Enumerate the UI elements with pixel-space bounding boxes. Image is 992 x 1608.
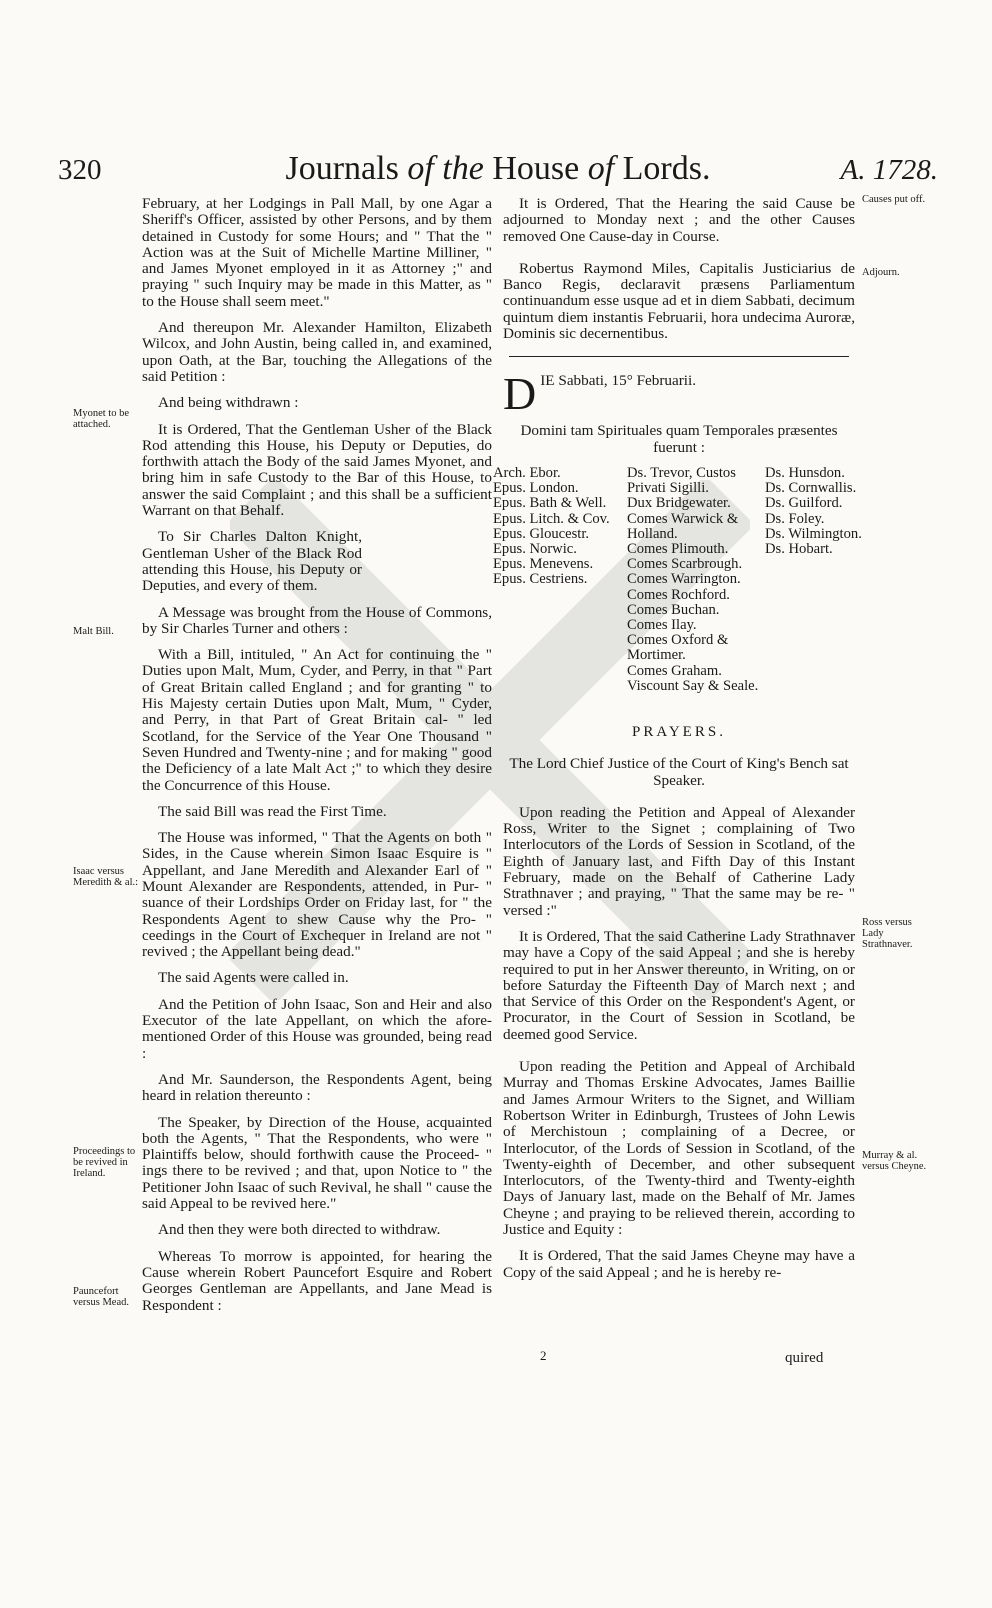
margin-note-myonet: Myonet to be attached. (73, 408, 129, 430)
peers-column-earls (627, 466, 758, 694)
prayers-heading: PRAYERS. (632, 723, 726, 740)
paragraph: Upon reading the Petition and Appeal of Archibald Murray and Thomas Erskine Advocates, James Baillie and James Armour Writers to the Signet, and William Robertson Writer in Edinburgh, Trustees of John Lewis of Merchistoun ; complaining of a Decree, or Interlocutor, of the Lords of Session in Scotland, of the Twenty-eighth of December, and other subsequent Interlocutors, of the Twenty-third and Twenty-eighth Days of January last, made on the Behalf of Mr. James Cheyne ; and praying to be relieved therein, according to Justice and Equity : (503, 1058, 855, 1238)
margin-note-ross: Ross versus Lady Strathnaver. (862, 917, 913, 950)
peer-entry: Ds. Foley. (765, 510, 825, 527)
peer-entry: Privati Sigilli. (627, 480, 709, 497)
paragraph: Whereas To morrow is appointed, for hearing the Cause wherein Robert Pauncefort Esquire and Robert Georges Gentleman are Appellants, and Jane Mead is Respondent : (142, 1247, 492, 1314)
paragraph: And thereupon Mr. Alexander Hamilton, Elizabeth Wilcox, and John Austin, being called in, and examined, upon Oath, at the Bar, touching the Allegations of the said Petition : (142, 319, 492, 385)
margin-note-pauncefort: Pauncefort versus Mead. (73, 1286, 129, 1308)
running-title: Journals of the House of Lords. (285, 150, 711, 187)
peer-entry: Epus. Litch. & Cov. (493, 510, 610, 527)
peer-entry: Ds. Hunsdon. (765, 464, 845, 481)
peers-column-barons (765, 466, 862, 557)
peer-entry: Ds. Wilmington. (765, 525, 862, 542)
peer-entry: Comes Plimouth. (627, 540, 729, 557)
paragraph: It is Ordered, That the said Catherine Lady Strathnaver may have a Copy of the said Appeal ; and she is hereby required to put in her Answer thereunto, in Writing, on or before Saturday the Fifteenth Day of March next ; and that Service of this Order on the Respondent's Agent, or Procurator, in the Court of Session in Scotland, be deemed good Service. (503, 927, 855, 1043)
paragraph: With a Bill, intituled, " An Act for continuing the " Duties upon Malt, Mum, Cyder, and Perry, in that " Part of Great Britain called England ; and for granting " to His Majesty certain Duties upon Malt, Mum, " Cyder, and Perry, in that Part of Great Britain cal- " led Scotland, for the Service of the Year One Thousand " Seven Hundred and Twenty-nine ; and for making " good the Deficiency of a late Malt Act ;" to which they desire the Concurrence of this House. (142, 646, 492, 794)
peer-entry: Comes Scarbrough. (627, 556, 743, 573)
attendance-heading: Domini tam Spirituales quam Temporales præsentes fuerunt : (520, 422, 838, 456)
peer-entry: Mortimer. (627, 647, 686, 664)
peer-entry: Ds. Hobart. (765, 540, 833, 557)
paragraph: Robertus Raymond Miles, Capitalis Justiciarius de Banco Regis, declaravit præsens Parliamentum continuandum esse usque ad et in diem Sabbati, decimum quintum diem instantis Februarii, hora undecima Auroræ, Dominis sic decernentibus. (503, 259, 855, 343)
section-divider (509, 356, 849, 357)
peer-entry: Dux Bridgewater. (627, 495, 731, 512)
address-block: To Sir Charles Dalton Knight, Gentleman Usher of the Black Rod attending this House, his Deputy or Deputies, and every of them. (142, 528, 362, 595)
paragraph: And then they were both directed to withdraw. (158, 1221, 441, 1239)
year-heading: A. 1728. (840, 154, 938, 186)
margin-note-isaac: Isaac versus Meredith & al.: (73, 866, 139, 888)
right-column (493, 195, 862, 1291)
peer-entry: Epus. Norwic. (493, 540, 577, 557)
peer-entry: Ds. Guilford. (765, 495, 843, 512)
paragraph: The said Agents were called in. (158, 969, 349, 987)
paragraph: The said Bill was read the First Time. (158, 802, 387, 820)
paragraph: And Mr. Saunderson, the Respondents Agent, being heard in relation thereunto : (142, 1070, 492, 1105)
peer-entry: Ds. Cornwallis. (765, 480, 857, 497)
left-column (142, 196, 492, 1324)
peer-entry: Epus. Cestriens. (493, 571, 588, 588)
day-heading: D IE Sabbati, 15° Februarii. (503, 368, 697, 420)
peer-entry: Epus. London. (493, 480, 579, 497)
peer-entry: Comes Graham. (627, 662, 722, 679)
paragraph: And the Petition of John Isaac, Son and Heir and also Executor of the late Appellant, on which the afore- mentioned Order of this House was grounded, being read : (142, 995, 492, 1062)
peer-entry: Comes Ilay. (627, 617, 697, 633)
paragraph: A Message was brought from the House of Commons, by Sir Charles Turner and others : (142, 603, 492, 637)
paragraph: And being withdrawn : (158, 394, 299, 412)
paragraph: It is Ordered, That the said James Cheyne may have a Copy of the said Appeal ; and he is hereby re- (503, 1247, 855, 1281)
paragraph: February, at her Lodgings in Pall Mall, by one Agar a Sheriff's Officer, assisted by other Persons, and by them detained in Custody for some Hours; and " That the " Action was at the Suit of Michelle Martine Milliner, " and James Myonet employed in it as Attorney ;" and praying " such Inquiry may be made in this Matter, as " to the House shall seem meet." (142, 195, 492, 310)
peer-entry: Viscount Say & Seale. (627, 677, 759, 694)
paragraph: The Speaker, by Direction of the House, acquainted both the Agents, " That the Respondents, who were " Plaintiffs below, should forthwith cause the Proceed- " ings there to be revived ; and that, upon Notice to " the Petitioner John Isaac of such Revival, he shall " cause the said Appeal to be revived here." (142, 1113, 492, 1213)
peers-list (493, 464, 862, 706)
paragraph: Upon reading the Petition and Appeal of Alexander Ross, Writer to the Signet ; complaining of Two Interlocutors of the Lords of Session in Scotland, of the Eighth of January last, and Fifth Day of this Instant February, made on the Behalf of Catherine Lady Strathnaver ; and praying, " That the same may be re- " versed :" (503, 803, 855, 919)
margin-note-causes-put-off: Causes put off. (862, 194, 926, 205)
margin-note-adjourn: Adjourn. (862, 267, 900, 278)
peer-entry: Comes Oxford & (627, 632, 729, 649)
peers-column-bishops (493, 466, 610, 588)
peer-entry: Comes Warrington. (627, 571, 741, 588)
peer-entry: Holland. (627, 525, 678, 542)
speaker-note: The Lord Chief Justice of the Court of King's Bench sat Speaker. (509, 755, 849, 789)
margin-note-proceedings: Proceedings to be revived in Ireland. (73, 1146, 136, 1179)
catchword: quired (785, 1350, 824, 1366)
paragraph: It is Ordered, That the Gentleman Usher of the Black Rod attending this House, his Deputy or Deputies, do forthwith attach the Body of the said James Myonet, and bring him in safe Custody to the Bar of this House, to answer the said Complaint ; and this shall be a sufficient Warrant on that Behalf. (142, 420, 492, 520)
page-header (58, 150, 938, 190)
margin-note-malt-bill: Malt Bill. (73, 626, 114, 637)
paragraph: The House was informed, " That the Agents on both " Sides, in the Cause wherein Simon Isaac Esquire is " Appellant, and Jane Meredith and Alexander Earl of " Mount Alexander are Respondents, attended, in Pur- " suance of their Lordships Order on Friday last, for " the Respondents Agent to shew Cause why the Pro- " ceedings in the Court of Exchequer in Ireland are not " revived ; the Appellant being dead." (142, 829, 492, 961)
peer-entry: Epus. Gloucestr. (493, 525, 590, 542)
drop-cap: D (503, 368, 537, 420)
signature-mark: 2 (540, 1348, 547, 1363)
peer-entry: Ds. Trevor, Custos (627, 464, 736, 481)
peer-entry: Epus. Menevens. (493, 556, 594, 573)
peer-entry: Epus. Bath & Well. (493, 495, 607, 512)
peer-entry: Comes Buchan. (627, 601, 720, 618)
paragraph: It is Ordered, That the Hearing the said Cause be adjourned to Monday next ; and the other Causes removed One Cause-day in Course. (503, 195, 855, 245)
peer-entry: Comes Rochford. (627, 586, 730, 603)
page-number: 320 (58, 154, 102, 186)
peer-entry: Comes Warwick & (627, 510, 739, 527)
peer-entry: Arch. Ebor. (493, 464, 561, 481)
margin-note-murray: Murray & al. versus Cheyne. (862, 1150, 927, 1172)
